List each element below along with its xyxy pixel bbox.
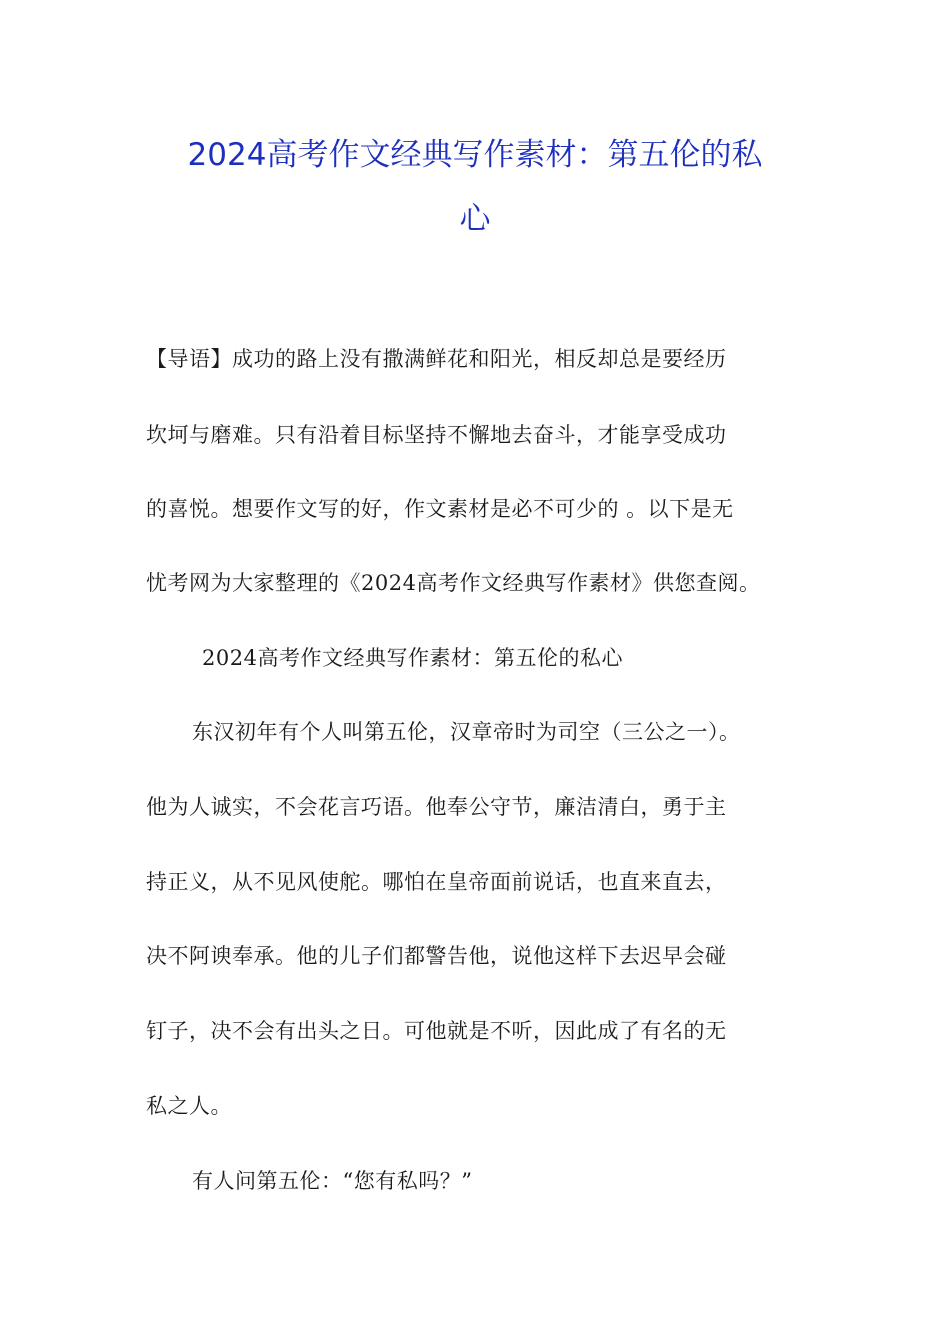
body-line-4: 决不阿谀奉承。他的儿子们都警告他，说他这样下去迟早会碰	[146, 944, 727, 968]
intro-line-3: 的喜悦。想要作文写的好，作文素材是必不可少的 。以下是无	[146, 497, 734, 521]
title-line-1: 2024高考作文经典写作素材：第五伦的私	[187, 137, 763, 173]
quote-line: 有人问第五伦：“您有私吗？”	[192, 1169, 473, 1193]
body-line-2: 他为人诚实，不会花言巧语。他奉公守节，廉洁清白，勇于主	[146, 795, 727, 819]
body-line-5: 钉子，决不会有出头之日。可他就是不听，因此成了有名的无	[146, 1019, 727, 1043]
intro-line-2: 坎坷与磨难。只有沿着目标坚持不懈地去奋斗，才能享受成功	[146, 423, 727, 447]
section-subheading: 2024高考作文经典写作素材：第五伦的私心	[202, 646, 623, 670]
body-line-6: 私之人。	[146, 1094, 232, 1118]
title-line-2: 心	[459, 201, 491, 237]
body-line-3: 持正义，从不见风使舵。哪怕在皇帝面前说话，也直来直去，	[146, 870, 727, 894]
body-line-1: 东汉初年有个人叫第五伦，汉章帝时为司空（三公之一）。	[192, 720, 741, 744]
intro-line-1: 【导语】成功的路上没有撒满鲜花和阳光，相反却总是要经历	[146, 347, 727, 371]
document-title	[140, 123, 810, 251]
intro-line-4: 忧考网为大家整理的《2024高考作文经典写作素材》供您查阅。	[146, 571, 761, 595]
